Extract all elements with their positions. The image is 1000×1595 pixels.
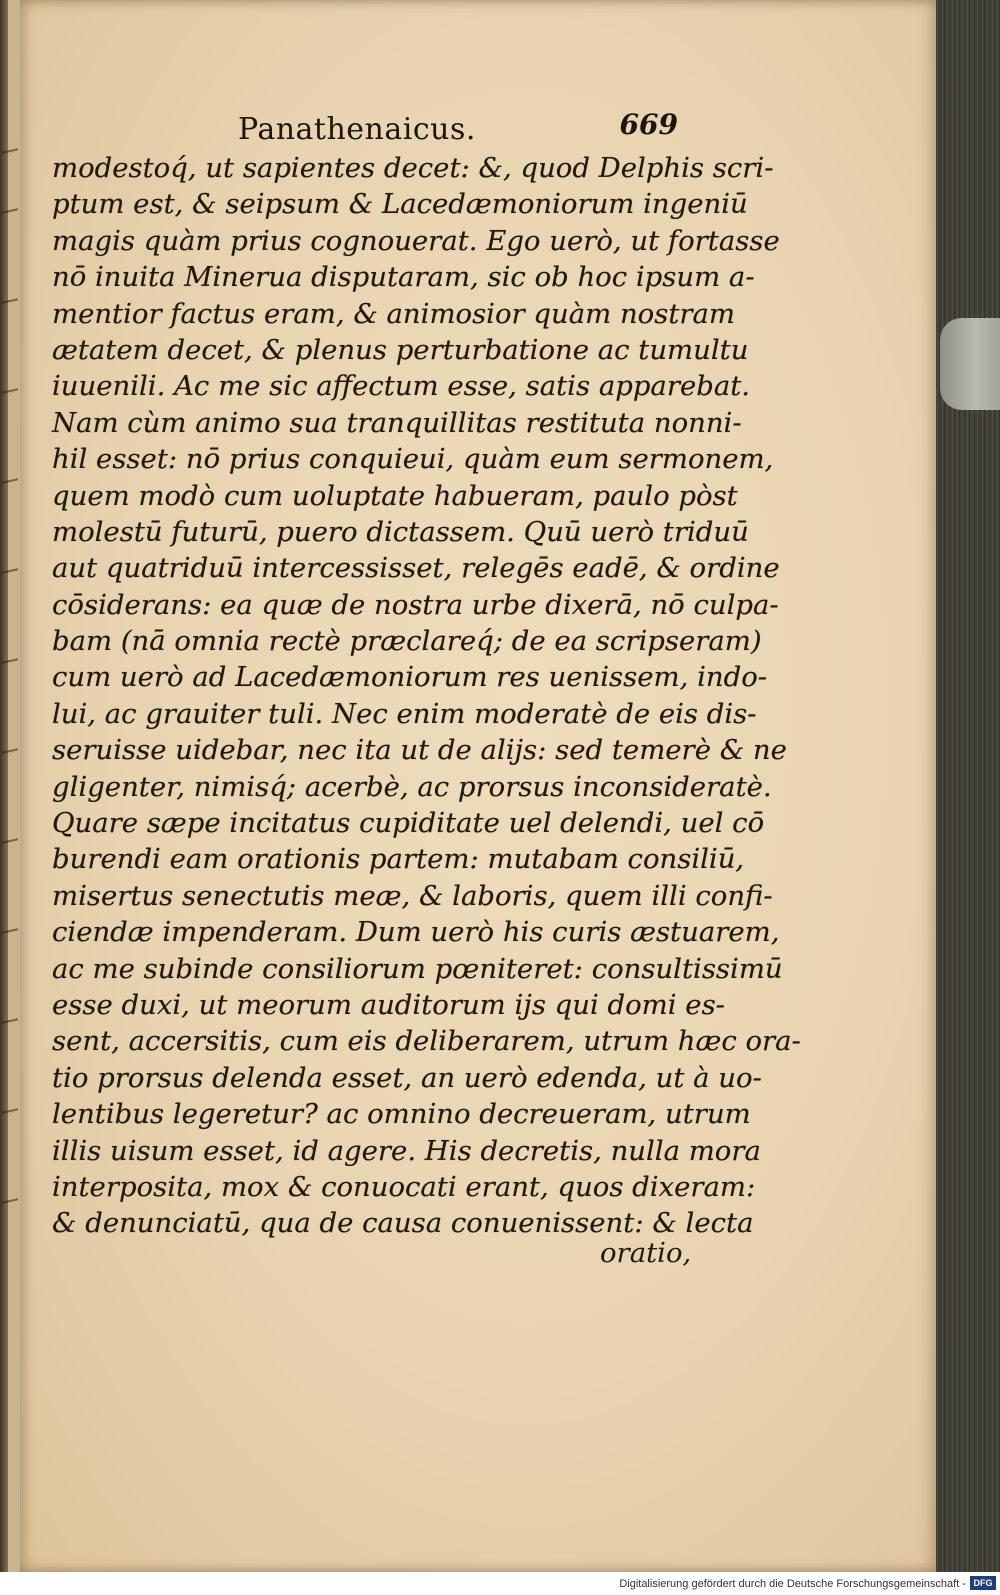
text-line: magis quàm prius cognouerat. Ego uerò, ut fortasse	[52, 224, 780, 257]
text-line: misertus senectutis meæ, & laboris, quem illi confi-	[52, 879, 773, 912]
body-text	[52, 150, 801, 1242]
text-line: ptum est, & seipsum & Lacedæmoniorum ingeniū	[52, 188, 748, 221]
page-fore-edge	[936, 0, 1000, 1572]
text-line: mentior factus eram, & animosior quàm nostram	[52, 297, 736, 330]
text-line: aut quatriduū intercessisset, relegēs eadē, & ordine	[52, 552, 780, 585]
text-line: modestoq́, ut sapientes decet: &, quod Delphis scri-	[52, 152, 774, 184]
facing-page-margin-marks	[0, 150, 20, 1300]
text-line: quem modò cum uoluptate habueram, paulo pòst	[52, 479, 738, 512]
text-line: hil esset: nō prius conquieui, quàm eum sermonem,	[52, 443, 774, 476]
digitization-footer	[0, 1572, 1000, 1595]
text-line: molestū futurū, puero dictassem. Quū uerò triduū	[52, 515, 749, 548]
text-line: gligenter, nimisq́; acerbè, ac prorsus inconsideratè.	[52, 770, 772, 803]
text-line: Nam cùm animo sua tranquillitas restituta nonni-	[52, 406, 742, 439]
text-line: burendi eam orationis partem: mutabam consiliū,	[52, 843, 745, 876]
dfg-logo: DFG	[970, 1576, 996, 1590]
text-line: ætatem decet, & plenus perturbatione ac tumultu	[52, 333, 749, 366]
text-line: tio prorsus delenda esset, an uerò edenda, ut à uo-	[52, 1061, 762, 1094]
page-header	[238, 110, 678, 150]
text-line: sent, accersitis, cum eis deliberarem, utrum hæc ora-	[52, 1025, 801, 1058]
text-line: seruisse uidebar, nec ita ut de alijs: sed temerè & ne	[52, 734, 787, 767]
text-line: nō inuita Minerua disputaram, sic ob hoc ipsum a-	[52, 261, 755, 294]
text-line: lentibus legeretur? ac omnino decreueram, utrum	[52, 1098, 751, 1131]
text-line: & denunciatū, qua de causa conuenissent: & lecta	[52, 1207, 754, 1240]
catchword: oratio,	[600, 1237, 692, 1269]
clip-tab	[940, 318, 1000, 410]
funding-credit: Digitalisierung gefördert durch die Deutsche Forschungsgemeinschaft -	[619, 1578, 966, 1590]
text-line: bam (nā omnia rectè præclareq́; de ea scripseram)	[52, 625, 762, 658]
text-line: interposita, mox & conuocati erant, quos dixeram:	[52, 1170, 756, 1203]
text-line: cum uerò ad Lacedæmoniorum res uenissem, indo-	[52, 661, 768, 694]
text-line: lui, ac grauiter tuli. Nec enim moderatè de eis dis-	[52, 697, 757, 730]
text-line: cōsiderans: ea quæ de nostra urbe dixerā, nō culpa-	[52, 588, 779, 621]
running-head: Panathenaicus.	[238, 112, 476, 147]
text-line: Quare sæpe incitatus cupiditate uel delendi, uel cō	[52, 807, 765, 840]
text-line: iuuenili. Ac me sic affectum esse, satis apparebat.	[52, 370, 751, 403]
text-line: esse duxi, ut meorum auditorum ijs qui domi es-	[52, 988, 725, 1021]
text-line: ciendæ impenderam. Dum uerò his curis æstuarem,	[52, 916, 780, 949]
page-number: 669	[619, 108, 678, 141]
text-line: ac me subinde consiliorum pœniteret: consultissimū	[52, 952, 783, 985]
text-line: illis uisum esset, id agere. His decretis, nulla mora	[52, 1134, 761, 1167]
